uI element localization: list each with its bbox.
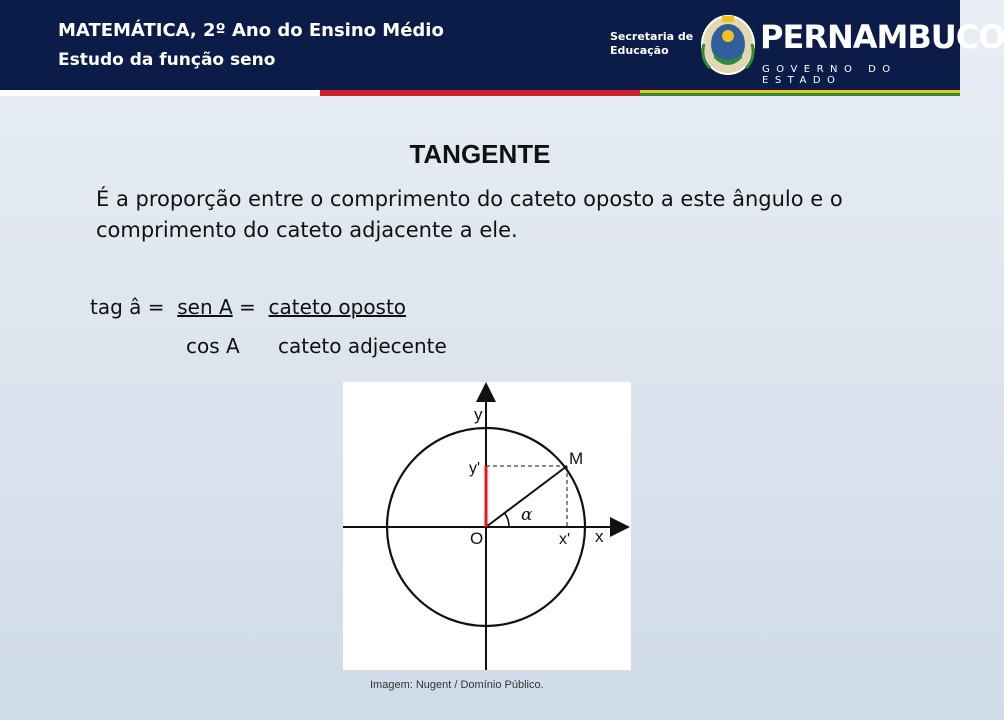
y-projection-label: y' — [469, 460, 481, 477]
flag-stripe — [0, 90, 960, 96]
unit-circle-diagram — [343, 382, 631, 670]
origin-label: O — [470, 529, 484, 548]
unit-circle-figure — [343, 382, 631, 670]
formula-equals: = — [232, 295, 263, 319]
point-m-label: M — [569, 449, 584, 468]
header-bar — [0, 0, 1004, 90]
stripe-green — [640, 93, 960, 96]
secretaria-line2: Educação — [610, 44, 669, 57]
stripe-red — [320, 90, 640, 96]
state-government-label: GOVERNO DO ESTADO — [762, 64, 897, 86]
image-credit-caption: Imagem: Nugent / Domínio Público. — [370, 679, 544, 691]
course-subtitle: Estudo da função seno — [58, 50, 276, 70]
formula-numerator-row — [90, 295, 406, 319]
formula-sen-a: sen A — [177, 295, 233, 319]
angle-alpha-label: α — [521, 505, 533, 525]
course-title: MATEMÁTICA, 2º Ano do Ensino Médio — [58, 20, 444, 41]
angle-arc — [505, 513, 510, 527]
secretaria-line1: Secretaria de — [610, 30, 694, 43]
formula-denominator-cos: cos A — [186, 334, 240, 358]
y-axis-label: y — [474, 405, 483, 424]
coat-of-arms-icon — [700, 14, 756, 76]
definition-text: É a proporção entre o comprimento do cateto oposto a este ângulo e o comprimento do cateto adjacente a ele. — [96, 187, 843, 242]
secretaria-label — [610, 30, 693, 58]
slide-title: TANGENTE — [409, 139, 551, 169]
formula-denominator-adjacente: cateto adjecente — [278, 334, 447, 358]
formula-cateto-oposto: cateto oposto — [268, 295, 407, 319]
x-axis-label: x — [595, 527, 604, 546]
stripe-white — [0, 90, 320, 96]
x-projection-label: x' — [559, 531, 571, 548]
formula-lhs: tag â = — [90, 295, 171, 319]
state-name: PERNAMBUCO — [760, 18, 1004, 56]
